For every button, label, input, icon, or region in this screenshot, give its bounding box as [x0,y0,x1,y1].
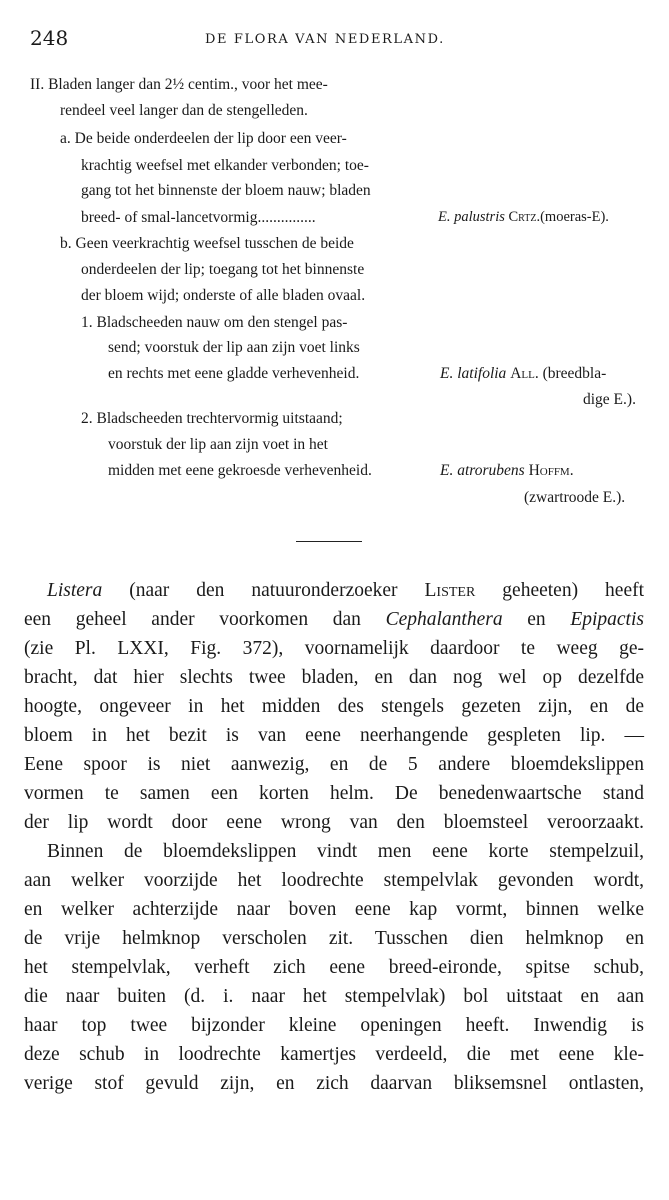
common-name: (breedbla- [542,365,607,382]
text-line: bloem in het bezit is van eene neerhangende gespleten lip. — [24,725,644,746]
species-entry [438,209,609,226]
key-line: voorstuk der lip aan zijn voet in het [108,436,328,453]
key-line: b. Geen veerkrachtig weefsel tusschen de beide [60,235,354,252]
text-line: haar top twee bijzonder kleine openingen heeft. Inwendig is [24,1015,644,1036]
key-line: rendeel veel langer dan de stengelleden. [60,102,308,119]
key-line: send; voorstuk der lip aan zijn voet links [108,339,360,356]
key-line: gang tot het binnenste der bloem nauw; bladen [81,182,371,199]
key-line: II. Bladen langer dan 2½ centim., voor het mee- [30,76,328,93]
section-divider [296,541,362,542]
genus-name: Listera [47,580,103,601]
running-head: DE FLORA VAN NEDERLAND. [205,32,445,47]
text-line: Binnen de bloemdekslippen vindt men eene korte stempelzuil, [47,841,644,862]
page-header [0,26,669,56]
common-name: (zwartroode E.). [524,489,626,506]
species-author: Hoffm. [528,462,574,479]
genus-name: Cephalanthera [385,609,503,630]
text-line: aan welker voorzijde het loodrechte stempelvlak gevonden wordt, [24,870,644,891]
text-line: die naar buiten (d. i. naar het stempelvlak) bol uitstaat en aan [24,986,644,1007]
key-line: en rechts met eene gladde verhevenheid. [108,365,360,382]
text-line: bracht, dat hier slechts twee bladen, en dan nog wel op dezelfde [24,667,644,688]
person-name: Lister [424,580,476,601]
key-line: krachtig weefsel met elkander verbonden; toe- [81,157,369,174]
species-entry [440,365,606,383]
text-line: vormen te samen een korten helm. De benedenwaartsche stand [24,783,644,804]
species-entry [440,462,574,480]
text-line: hoogte, ongeveer in het midden des stengels gezeten zijn, en de [24,696,644,717]
text-line: het stempelvlak, verheft zich eene breed-eironde, spitse schub, [24,957,644,978]
key-line: 2. Bladscheeden trechtervormig uitstaand; [81,410,343,427]
key-line: onderdeelen der lip; toegang tot het binnenste [81,261,365,278]
species-name: E. palustris [438,209,505,225]
key-line: midden met eene gekroesde verhevenheid. [108,462,372,479]
species-author: All. [510,365,539,382]
text-line: Listera (naar den natuuronderzoeker Lister geheeten) heeft [47,580,645,601]
species-name: E. atrorubens [440,462,525,479]
common-name: (moeras-E). [540,209,609,225]
text-line: der lip wordt door eene wrong van den bloemsteel veroorzaakt. [24,812,644,833]
text-line: Eene spoor is niet aanwezig, en de 5 andere bloemdekslippen [24,754,644,775]
text-line: verige stof gevuld zijn, en zich daarvan bliksemsnel ontlasten, [24,1073,644,1094]
species-author: Crtz. [508,209,541,225]
text-line: de vrije helmknop verscholen zit. Tusschen dien helmknop en [24,928,644,949]
text-line: deze schub in loodrechte kamertjes verdeeld, die met eene kle- [24,1044,644,1065]
page-number: 248 [30,26,69,50]
key-line: der bloem wijd; onderste of alle bladen ovaal. [81,287,366,304]
key-line: 1. Bladscheeden nauw om den stengel pas- [81,314,348,331]
text-line: een geheel ander voorkomen dan Cephalanthera en Epipactis [24,609,644,630]
text-line: (zie Pl. LXXI, Fig. 372), voornamelijk daardoor te weeg ge- [24,638,644,659]
genus-name: Epipactis [570,609,644,630]
common-name-continued: dige E.). [583,391,636,408]
species-name: E. latifolia [440,365,507,382]
key-line: breed- of smal-lancetvormig............... [81,209,316,226]
key-line: a. De beide onderdeelen der lip door een veer- [60,130,347,147]
text-line: en welker achterzijde naar boven eene kap vormt, binnen welke [24,899,644,920]
